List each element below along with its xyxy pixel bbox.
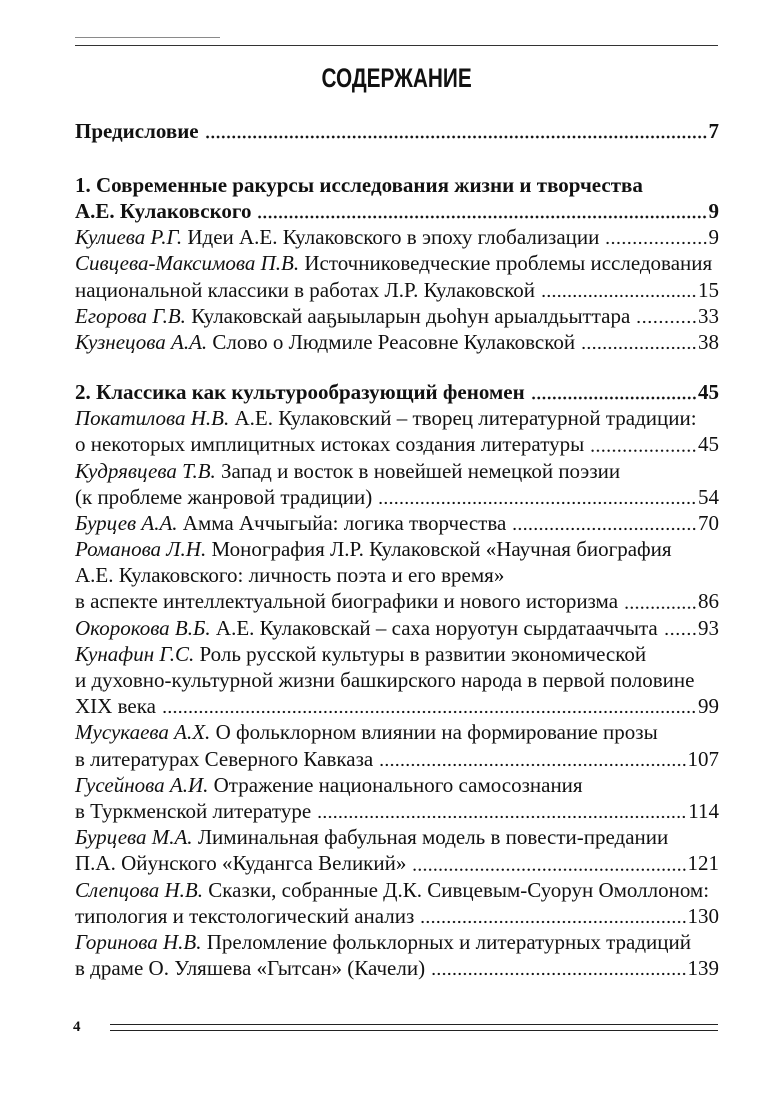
entry-page-number: 139 bbox=[687, 956, 719, 981]
toc-line bbox=[75, 824, 719, 850]
dot-leader bbox=[664, 615, 697, 641]
entry-page-number: 33 bbox=[698, 303, 719, 328]
entry-title: в литературах Северного Кавказа bbox=[75, 746, 374, 771]
entry-title: XIX века bbox=[75, 694, 156, 719]
entry-author: Кузнецова А.А. bbox=[75, 330, 208, 354]
entry-page-number: 86 bbox=[698, 589, 719, 614]
dot-leader bbox=[581, 329, 697, 355]
toc-line bbox=[75, 772, 719, 798]
entry-text bbox=[75, 329, 575, 355]
entry-text bbox=[75, 224, 599, 250]
entry-page-number: 45 bbox=[698, 432, 719, 457]
dot-leader bbox=[624, 588, 697, 614]
page-number: 4 bbox=[73, 1019, 81, 1035]
entry-page-number: 121 bbox=[687, 851, 719, 876]
entry-title: в драме О. Уляшева «Гытсан» (Качели) bbox=[75, 956, 426, 981]
entry-page-number: 130 bbox=[687, 903, 719, 928]
entry-title: и духовно-культурной жизни башкирского народа в первой половине bbox=[75, 668, 695, 693]
entry-author: Кулиева Р.Г. bbox=[75, 225, 183, 250]
header-rule-short bbox=[75, 37, 220, 38]
entry-page-number: 99 bbox=[698, 694, 719, 719]
entry-author: Сивцева-Максимова П.В. bbox=[75, 251, 300, 276]
toc-entry bbox=[75, 405, 719, 457]
toc-line bbox=[75, 458, 719, 484]
toc-entry bbox=[75, 929, 719, 981]
header-rule bbox=[75, 45, 718, 46]
toc-line bbox=[75, 746, 719, 772]
entry-title: Предисловие bbox=[75, 119, 199, 143]
entry-title: Идеи А.Е. Кулаковского в эпоху глобализации bbox=[187, 225, 600, 250]
entry-title: в аспекте интеллектуальной биографики и нового историзма bbox=[75, 589, 619, 614]
toc-entry-preface bbox=[75, 118, 719, 144]
toc-section-2 bbox=[75, 379, 719, 981]
entry-title: в Туркменской литературе bbox=[75, 798, 312, 823]
dot-leader bbox=[531, 379, 697, 405]
entry-author: Горинова Н.В. bbox=[75, 929, 202, 954]
toc-line bbox=[75, 850, 719, 876]
entry-author: Слепцова Н.В. bbox=[75, 877, 203, 902]
entry-title: П.А. Ойунского «Кудангса Великий» bbox=[75, 851, 407, 876]
entry-author: Бурцев А.А. bbox=[75, 510, 178, 535]
entry-text bbox=[75, 510, 506, 536]
dot-leader bbox=[420, 903, 686, 929]
entry-page-number: 15 bbox=[698, 277, 719, 302]
toc-entry bbox=[75, 536, 719, 615]
toc-line bbox=[75, 510, 719, 536]
section-heading bbox=[75, 198, 719, 224]
entry-title: (к проблеме жанровой традиции) bbox=[75, 484, 373, 509]
toc-line bbox=[75, 303, 719, 329]
toc-line bbox=[75, 329, 719, 355]
toc-line bbox=[75, 955, 719, 981]
entry-author: Гусейнова А.И. bbox=[75, 772, 209, 797]
toc-line bbox=[75, 929, 719, 955]
entry-title: Слово о Людмиле Реасовне Кулаковской bbox=[212, 330, 576, 354]
entry-title: Сказки, собранные Д.К. Сивцевым-Суорун Омоллоном: bbox=[208, 877, 710, 902]
toc-line bbox=[75, 798, 719, 824]
entry-title: Амма Аччыгыйа: логика творчества bbox=[182, 510, 507, 535]
dot-leader bbox=[541, 277, 697, 303]
toc-line bbox=[75, 250, 719, 276]
entry-page-number: 70 bbox=[698, 510, 719, 535]
toc-section-1 bbox=[75, 172, 719, 355]
table-of-contents bbox=[75, 118, 719, 981]
footer-rule bbox=[110, 1030, 718, 1031]
section-heading-text: 2. Классика как культурообразующий феномен bbox=[75, 379, 525, 404]
toc-line bbox=[75, 615, 719, 641]
entry-title: Роль русской культуры в развитии экономической bbox=[199, 641, 647, 666]
section-heading: 1. Современные ракурсы исследования жизни и творчества bbox=[75, 172, 643, 197]
entry-title: Источниковедческие проблемы исследования bbox=[304, 251, 713, 276]
entry-author: Кудрявцева Т.В. bbox=[75, 458, 216, 483]
toc-line bbox=[75, 224, 719, 250]
dot-leader bbox=[378, 484, 697, 510]
entry-author: Мусукаева А.Х. bbox=[75, 720, 211, 745]
entry-page-number: 9 bbox=[708, 225, 719, 250]
entry-title: Лиминальная фабульная модель в повести-предании bbox=[197, 825, 669, 850]
toc-entry bbox=[75, 224, 719, 250]
entry-title: типология и текстологический анализ bbox=[75, 903, 415, 928]
toc-line bbox=[75, 536, 719, 562]
dot-leader bbox=[412, 850, 686, 876]
page-title: СОДЕРЖАНИЕ bbox=[321, 63, 473, 93]
entry-page-number: 93 bbox=[698, 615, 719, 640]
dot-leader bbox=[379, 746, 686, 772]
entry-page-number: 114 bbox=[688, 798, 719, 823]
entry-author: Кунафин Г.С. bbox=[75, 641, 195, 666]
toc-line bbox=[75, 667, 719, 693]
toc-entry bbox=[75, 303, 719, 329]
toc-line bbox=[75, 405, 719, 431]
entry-title: Преломление фольклорных и литературных традиций bbox=[206, 929, 691, 954]
dot-leader bbox=[605, 224, 707, 250]
toc-entry bbox=[75, 458, 719, 510]
entry-title: А.Е. Кулаковскай – саха норуотун сырдатааччыта bbox=[215, 615, 658, 640]
dot-leader bbox=[512, 510, 697, 536]
section-heading-text: А.Е. Кулаковского bbox=[75, 199, 252, 224]
toc-line bbox=[75, 277, 719, 303]
entry-page-number: 9 bbox=[708, 199, 719, 224]
entry-text bbox=[75, 303, 630, 329]
entry-page-number: 38 bbox=[698, 330, 719, 354]
entry-author: Егорова Г.В. bbox=[75, 303, 186, 328]
dot-leader bbox=[590, 431, 697, 457]
dot-leader bbox=[205, 118, 708, 144]
toc-entry bbox=[75, 824, 719, 876]
toc-entry bbox=[75, 329, 719, 355]
dot-leader bbox=[162, 693, 697, 719]
toc-entry bbox=[75, 641, 719, 720]
toc-line bbox=[75, 903, 719, 929]
toc-entry bbox=[75, 877, 719, 929]
toc-line bbox=[75, 693, 719, 719]
entry-author: Покатилова Н.В. bbox=[75, 406, 230, 431]
entry-author: Бурцева М.А. bbox=[75, 825, 193, 850]
entry-page-number: 54 bbox=[698, 484, 719, 509]
entry-title: национальной классики в работах Л.Р. Кулаковской bbox=[75, 277, 536, 302]
entry-page-number: 7 bbox=[708, 119, 719, 143]
toc-line bbox=[75, 588, 719, 614]
entry-title: Запад и восток в новейшей немецкой поэзии bbox=[221, 458, 621, 483]
entry-title: А.Е. Кулаковский – творец литературной традиции: bbox=[234, 406, 697, 431]
toc-entry bbox=[75, 510, 719, 536]
toc-line bbox=[75, 431, 719, 457]
entry-title: Монография Л.Р. Кулаковской «Научная биография bbox=[211, 537, 672, 562]
dot-leader bbox=[431, 955, 686, 981]
dot-leader bbox=[317, 798, 687, 824]
toc-entry bbox=[75, 719, 719, 771]
entry-title: О фольклорном влиянии на формирование прозы bbox=[215, 720, 658, 745]
dot-leader bbox=[257, 198, 707, 224]
section-heading bbox=[75, 379, 719, 405]
entry-page-number: 107 bbox=[687, 746, 719, 771]
toc-entry bbox=[75, 250, 719, 302]
entry-title: о некоторых имплицитных истоках создания литературы bbox=[75, 432, 585, 457]
entry-author: Окорокова В.Б. bbox=[75, 615, 211, 640]
footer-rule bbox=[110, 1024, 718, 1025]
entry-title: А.Е. Кулаковского: личность поэта и его время» bbox=[75, 563, 505, 588]
entry-text bbox=[75, 615, 658, 641]
dot-leader bbox=[636, 303, 697, 329]
page-title-block bbox=[75, 60, 719, 96]
toc-line bbox=[75, 877, 719, 903]
entry-title: Кулаковскай ааҕыыларын дьоһун арыалдьыттара bbox=[191, 303, 631, 328]
toc-entry bbox=[75, 772, 719, 824]
entry-title: Отражение национального самосознания bbox=[213, 772, 583, 797]
toc-line bbox=[75, 641, 719, 667]
entry-author: Романова Л.Н. bbox=[75, 537, 207, 562]
toc-entry bbox=[75, 615, 719, 641]
toc-line bbox=[75, 484, 719, 510]
toc-line bbox=[75, 719, 719, 745]
toc-line bbox=[75, 562, 719, 588]
entry-page-number: 45 bbox=[698, 379, 719, 404]
